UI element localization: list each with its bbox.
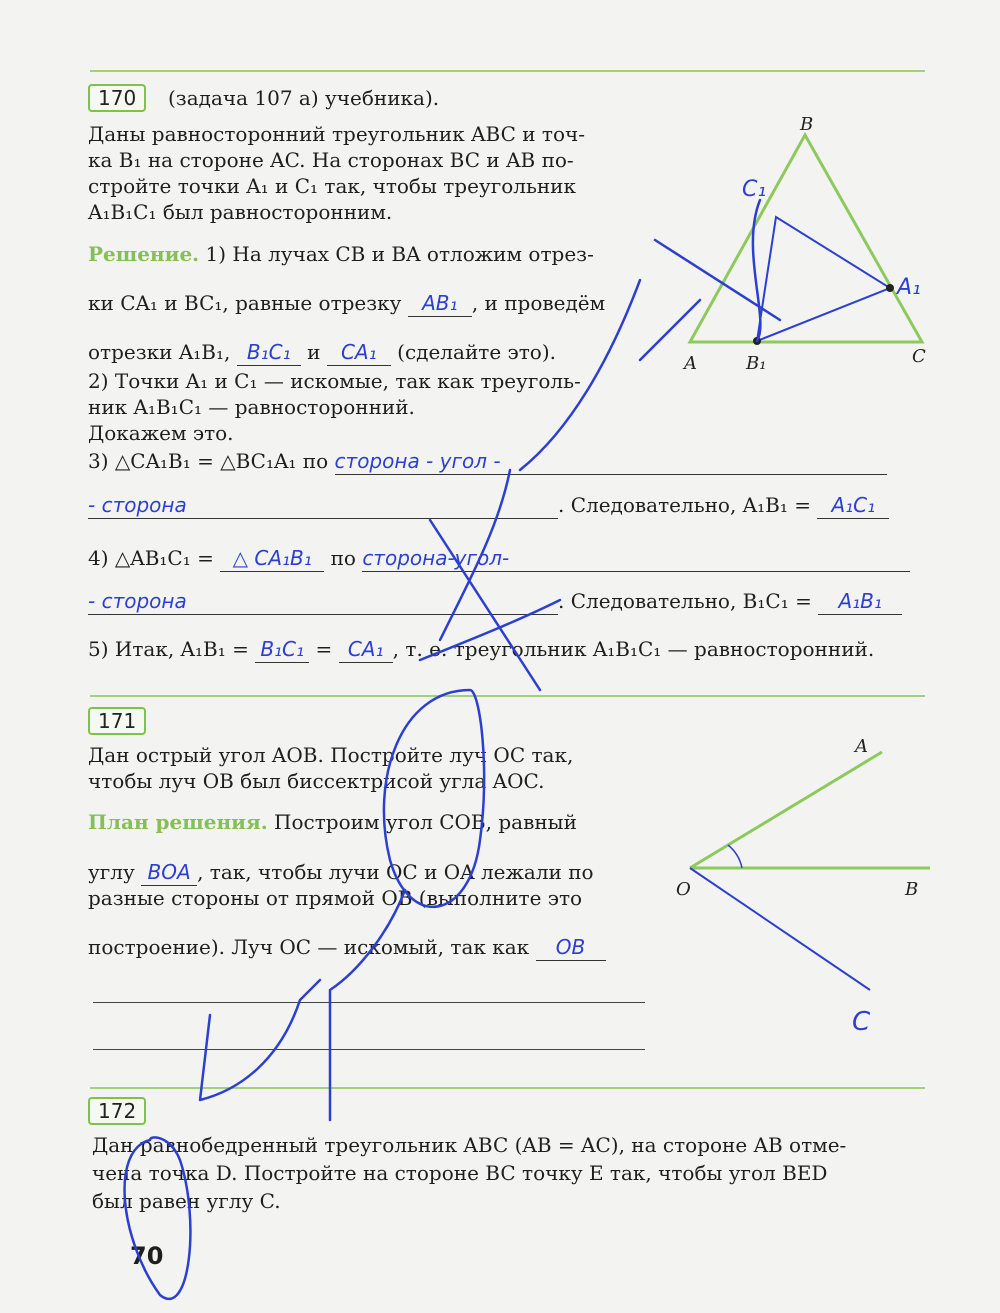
solution-step-4: 4) △AB₁C₁ = △ CA₁B₁ по сторона-угол- bbox=[88, 545, 910, 572]
triangle-abc-figure bbox=[682, 114, 926, 374]
label-a1-handwritten: A₁ bbox=[897, 275, 921, 300]
problem-170-text-4: A₁B₁C₁ был равносторонним. bbox=[88, 200, 393, 224]
problem-170-text-2: ка B₁ на стороне AC. На сторонах BC и AB по- bbox=[88, 148, 574, 172]
triangle-abc bbox=[690, 135, 922, 342]
problem-171-text-2: чтобы луч OB был биссектрисой угла AOC. bbox=[88, 769, 545, 793]
problem-171-text-1: Дан острый угол AOB. Постройте луч OC так, bbox=[88, 743, 574, 767]
solution-step-1c: отрезки A₁B₁, B₁C₁ и CA₁ (сделайте это). bbox=[88, 340, 556, 364]
problem-172-text-2: чена точка D. Постройте на стороне BC точку E так, чтобы угол BED bbox=[92, 1161, 828, 1185]
label-c: C bbox=[912, 346, 926, 367]
label-a: A bbox=[684, 353, 697, 374]
ray-oa bbox=[690, 752, 882, 868]
page-number: 70 bbox=[130, 1242, 164, 1270]
answer-field[interactable]: CA₁ bbox=[327, 339, 391, 366]
ray-oc bbox=[690, 868, 870, 990]
triangle-a1b1c1 bbox=[757, 217, 890, 341]
solution-step-3-cont: - сторона . Следовательно, A₁B₁ = A₁C₁ bbox=[88, 492, 889, 519]
scribble-text: СПИСОК bbox=[0, 0, 5, 1]
label-c1-handwritten: C₁ bbox=[742, 177, 767, 202]
solution-step-3: 3) △CA₁B₁ = △BC₁A₁ по сторона - угол - bbox=[88, 448, 887, 475]
problem-172-text-1: Дан равнобедренный треугольник ABC (AB = AC), на стороне AB отме- bbox=[92, 1133, 847, 1157]
angle-aob-figure bbox=[676, 736, 930, 1037]
solution-step-2b: ник A₁B₁C₁ — равносторонний. bbox=[88, 395, 415, 419]
answer-field[interactable]: - сторона bbox=[88, 588, 558, 615]
solution-step-5: 5) Итак, A₁B₁ = B₁C₁ = CA₁ , т. е. треугольник A₁B₁C₁ — равносторонний. bbox=[88, 637, 875, 661]
answer-field[interactable]: AB₁ bbox=[408, 290, 472, 317]
problem-number-172: 172 bbox=[88, 1097, 146, 1125]
answer-field[interactable]: △ CA₁B₁ bbox=[220, 545, 324, 572]
answer-field[interactable]: сторона - угол - bbox=[335, 448, 887, 475]
solution-label: Решение. bbox=[88, 242, 200, 266]
problem-170-header: (задача 107 а) учебника). bbox=[168, 86, 440, 110]
problem-172-text-3: был равен углу C. bbox=[92, 1189, 281, 1213]
answer-field[interactable]: CA₁ bbox=[339, 636, 393, 663]
angle-arc bbox=[728, 845, 742, 868]
label-a: A bbox=[855, 736, 868, 757]
label-o: O bbox=[676, 879, 691, 900]
solution-step-4-cont: - сторона . Следовательно, B₁C₁ = A₁B₁ bbox=[88, 588, 902, 615]
plan-line-4: построение). Луч OC — искомый, так как OB bbox=[88, 934, 606, 961]
solution-step-1b: ки CA₁ и BC₁, равные отрезку AB₁ , и проведём bbox=[88, 291, 606, 315]
answer-field[interactable]: B₁C₁ bbox=[255, 636, 309, 663]
solution-step-2a: 2) Точки A₁ и C₁ — искомые, так как треуголь- bbox=[88, 369, 581, 393]
answer-field[interactable]: A₁B₁ bbox=[818, 588, 902, 615]
answer-field[interactable]: сторона-угол- bbox=[362, 545, 910, 572]
plan-line-1: План решения. Построим угол COB, равный bbox=[88, 810, 577, 834]
label-b1: B₁ bbox=[746, 353, 767, 374]
label-b: B bbox=[905, 879, 919, 900]
solution-step-2c: Докажем это. bbox=[88, 421, 234, 445]
problem-number-171: 171 bbox=[88, 707, 146, 735]
problem-170-text-1: Даны равносторонний треугольник ABC и точ- bbox=[88, 122, 586, 146]
plan-label: План решения. bbox=[88, 810, 268, 834]
problem-number-170: 170 bbox=[88, 84, 146, 112]
plan-line-2: углу BOA , так, чтобы лучи OC и OA лежали по bbox=[88, 860, 594, 884]
plan-line-3: разные стороны от прямой OB (выполните это bbox=[88, 886, 583, 910]
solution-step-1a: Решение. 1) На лучах CB и BA отложим отрез- bbox=[88, 242, 594, 266]
label-c-handwritten: C bbox=[852, 1007, 871, 1037]
answer-field[interactable]: B₁C₁ bbox=[237, 339, 301, 366]
answer-field[interactable]: OB bbox=[536, 934, 606, 961]
answer-field[interactable]: A₁C₁ bbox=[817, 492, 889, 519]
problem-170-text-3: стройте точки A₁ и C₁ так, чтобы треугольник bbox=[88, 174, 576, 198]
answer-field[interactable]: - сторона bbox=[88, 492, 558, 519]
point-a1 bbox=[886, 284, 894, 292]
label-b: B bbox=[800, 114, 814, 135]
answer-field[interactable]: BOA bbox=[141, 859, 197, 886]
